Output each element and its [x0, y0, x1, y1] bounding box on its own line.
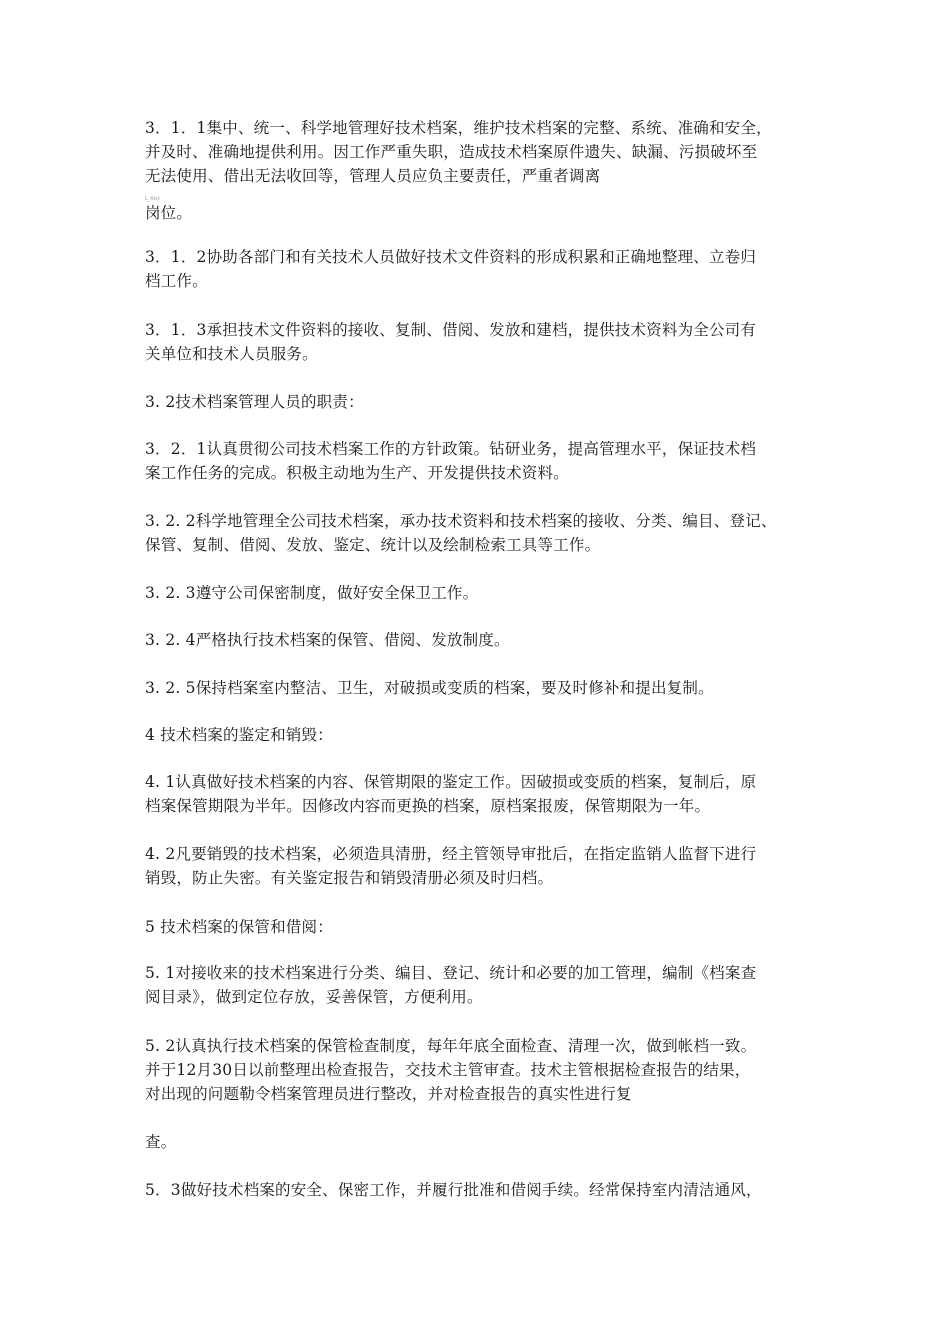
- paragraph-3-2-4: [145, 628, 825, 652]
- paragraph-3-2-2: [145, 509, 825, 557]
- section-heading-4: [145, 723, 825, 747]
- scan-mark: L_Alst: [145, 196, 160, 202]
- text-line: 查。: [145, 1133, 177, 1151]
- paragraph-3-2-1: [145, 437, 825, 485]
- text-line: 3. 2. 4严格执行技术档案的保管、借阅、发放制度。: [145, 631, 510, 649]
- text-line: 3．1．1集中、统一、科学地管理好技术档案，维护技术档案的完整、系统、准确和安全，: [145, 119, 772, 137]
- text-line: 4. 2凡要销毁的技术档案，必须造具清册，经主管领导审批后，在指定监销人监督下进行: [145, 845, 757, 863]
- text-line: 无法使用、借出无法收回等，管理人员应负主要责任，严重者调离: [145, 167, 601, 185]
- text-line: 阅目录》，做到定位存放，妥善保管，方便利用。: [145, 988, 483, 1006]
- paragraph-continuation: [145, 201, 825, 225]
- text-line: 5. 2认真执行技术档案的保管检查制度，每年年底全面检查、清理一次，做到帐档一致。: [145, 1037, 757, 1055]
- text-line: 4. 1认真做好技术档案的内容、保管期限的鉴定工作。因破损或变质的档案，复制后，原: [145, 773, 757, 791]
- paragraph-continuation: [145, 1130, 825, 1154]
- paragraph-3-1-1: [145, 116, 825, 188]
- text-line: 4 技术档案的鉴定和销毁：: [145, 726, 333, 744]
- paragraph-4-2: [145, 842, 825, 890]
- text-line: 对出现的问题勒令档案管理员进行整改，并对检查报告的真实性进行复: [145, 1085, 632, 1103]
- text-line: 3．1．3承担技术文件资料的接收、复制、借阅、发放和建档，提供技术资料为全公司有: [145, 321, 757, 339]
- text-line: 关单位和技术人员服务。: [145, 345, 318, 363]
- text-line: 3. 2. 2科学地管理全公司技术档案，承办技术资料和技术档案的接收、分类、编目、登记、: [145, 512, 777, 530]
- section-heading-5: [145, 915, 825, 939]
- text-line: 5 技术档案的保管和借阅：: [145, 918, 333, 936]
- text-line: 并及时、准确地提供利用。因工作严重失职，造成技术档案原件遗失、缺漏、污损破坏至: [145, 143, 758, 161]
- text-line: 销毁，防止失密。有关鉴定报告和销毁清册必须及时归档。: [145, 869, 554, 887]
- text-line: 5. 1对接收来的技术档案进行分类、编目、登记、统计和必要的加工管理，编制《档案查: [145, 964, 757, 982]
- text-line: 案工作任务的完成。积极主动地为生产、开发提供技术资料。: [145, 464, 569, 482]
- section-heading-3-2: [145, 390, 825, 414]
- text-line: 5．3做好技术档案的安全、保密工作，并履行批准和借阅手续。经常保持室内清洁通风，: [145, 1181, 762, 1199]
- paragraph-3-1-2: [145, 245, 825, 293]
- paragraph-4-1: [145, 770, 825, 818]
- paragraph-3-2-5: [145, 676, 825, 700]
- text-line: 档案保管期限为半年。因修改内容而更换的档案，原档案报废，保管期限为一年。: [145, 797, 711, 815]
- text-line: 3．1．2协助各部门和有关技术人员做好技术文件资料的形成积累和正确地整理、立卷归: [145, 248, 757, 266]
- text-line: 3. 2技术档案管理人员的职责：: [145, 393, 364, 411]
- paragraph-3-2-3: [145, 581, 825, 605]
- text-line: 并于12月30日以前整理出检查报告，交技术主管审查。技术主管根据检查报告的结果，: [145, 1061, 751, 1079]
- text-line: 3. 2. 5保持档案室内整洁、卫生，对破损或变质的档案，要及时修补和提出复制。: [145, 679, 714, 697]
- paragraph-3-1-3: [145, 318, 825, 366]
- text-line: 保管、复制、借阅、发放、鉴定、统计以及绘制检索工具等工作。: [145, 536, 601, 554]
- text-line: 3. 2. 3遵守公司保密制度，做好安全保卫工作。: [145, 584, 479, 602]
- paragraph-5-2: [145, 1034, 825, 1106]
- text-line: 3．2．1认真贯彻公司技术档案工作的方针政策。钻研业务，提高管理水平，保证技术档: [145, 440, 757, 458]
- paragraph-5-3: [145, 1178, 825, 1202]
- paragraph-5-1: [145, 961, 825, 1009]
- text-line: 岗位。: [145, 204, 193, 222]
- text-line: 档工作。: [145, 272, 208, 290]
